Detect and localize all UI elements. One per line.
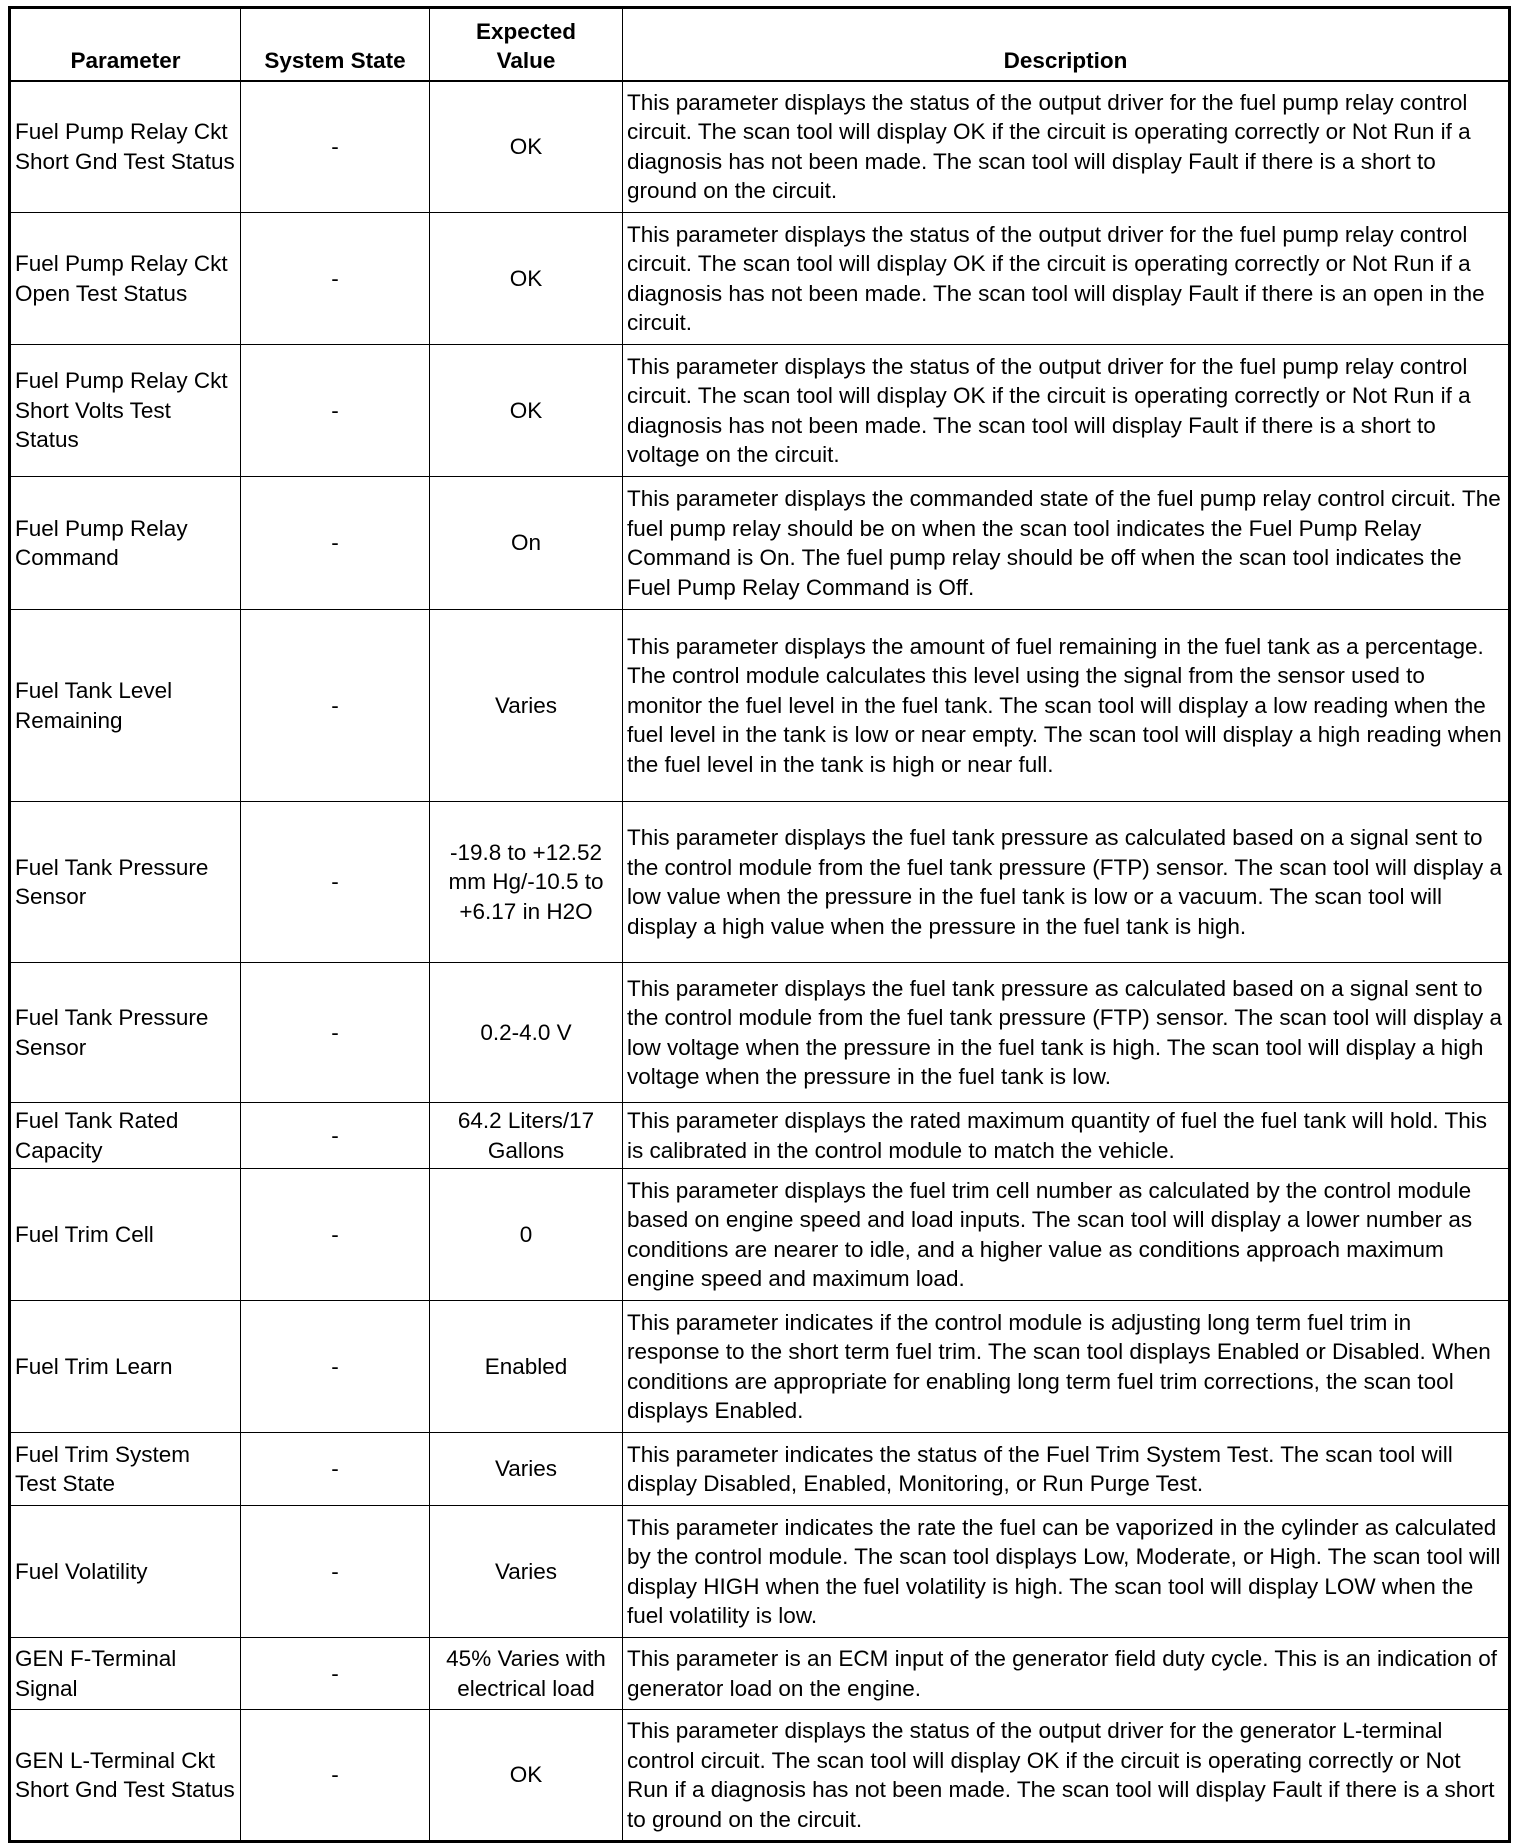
table-row xyxy=(10,477,1510,610)
header-expected-value: Expected Value xyxy=(430,8,623,81)
system-state-cell: - xyxy=(241,345,430,477)
system-state-cell: - xyxy=(241,802,430,963)
parameter-cell: Fuel Tank Pressure Sensor xyxy=(10,802,241,963)
parameter-cell: Fuel Pump Relay Ckt Short Gnd Test Status xyxy=(10,81,241,213)
parameter-cell: Fuel Tank Pressure Sensor xyxy=(10,963,241,1103)
description-cell: This parameter indicates the status of the Fuel Trim System Test. The scan tool will display Disabled, Enabled, Monitoring, or Run Purge Test. xyxy=(623,1433,1510,1506)
parameter-cell: Fuel Tank Rated Capacity xyxy=(10,1103,241,1169)
table-row xyxy=(10,1301,1510,1433)
parameter-cell: Fuel Tank Level Remaining xyxy=(10,610,241,802)
expected-value-cell: 0 xyxy=(430,1169,623,1301)
system-state-cell: - xyxy=(241,1169,430,1301)
description-cell: This parameter displays the status of the output driver for the generator L-terminal control circuit. The scan tool will display OK if the circuit is operating correctly or Not Run if a diagnosis has not been made. The scan tool will display Fault if there is a short to ground on the circuit. xyxy=(623,1710,1510,1842)
header-row xyxy=(10,8,1510,81)
description-cell: This parameter displays the fuel tank pressure as calculated based on a signal sent to the control module from the fuel tank pressure (FTP) sensor. The scan tool will display a low value when the pressure in the fuel tank is low or a vacuum. The scan tool will display a high value when the pressure in the fuel tank is high. xyxy=(623,802,1510,963)
parameter-cell: Fuel Trim Cell xyxy=(10,1169,241,1301)
header-parameter: Parameter xyxy=(10,8,241,81)
table-row xyxy=(10,610,1510,802)
system-state-cell: - xyxy=(241,1301,430,1433)
expected-value-cell: OK xyxy=(430,1710,623,1842)
description-cell: This parameter displays the rated maximum quantity of fuel the fuel tank will hold. This is calibrated in the control module to match the vehicle. xyxy=(623,1103,1510,1169)
parameter-table xyxy=(8,6,1511,1843)
description-cell: This parameter displays the status of the output driver for the fuel pump relay control circuit. The scan tool will display OK if the circuit is operating correctly or Not Run if a diagnosis has not been made. The scan tool will display Fault if there is a short to voltage on the circuit. xyxy=(623,345,1510,477)
description-cell: This parameter displays the fuel trim cell number as calculated by the control module based on engine speed and load inputs. The scan tool will display a lower number as conditions are nearer to idle, and a higher value as conditions approach maximum engine speed and maximum load. xyxy=(623,1169,1510,1301)
system-state-cell: - xyxy=(241,213,430,345)
description-cell: This parameter displays the status of the output driver for the fuel pump relay control circuit. The scan tool will display OK if the circuit is operating correctly or Not Run if a diagnosis has not been made. The scan tool will display Fault if there is a short to ground on the circuit. xyxy=(623,81,1510,213)
parameter-cell: Fuel Trim System Test State xyxy=(10,1433,241,1506)
expected-value-cell: -19.8 to +12.52 mm Hg/-10.5 to +6.17 in H2O xyxy=(430,802,623,963)
system-state-cell: - xyxy=(241,963,430,1103)
expected-value-cell: Varies xyxy=(430,610,623,802)
description-cell: This parameter displays the fuel tank pressure as calculated based on a signal sent to the control module from the fuel tank pressure (FTP) sensor. The scan tool will display a low voltage when the pressure in the fuel tank is high. The scan tool will display a high voltage when the pressure in the fuel tank is low. xyxy=(623,963,1510,1103)
expected-value-cell: 64.2 Liters/17 Gallons xyxy=(430,1103,623,1169)
table-row xyxy=(10,213,1510,345)
parameter-cell: Fuel Pump Relay Ckt Open Test Status xyxy=(10,213,241,345)
description-cell: This parameter displays the status of the output driver for the fuel pump relay control circuit. The scan tool will display OK if the circuit is operating correctly or Not Run if a diagnosis has not been made. The scan tool will display Fault if there is an open in the circuit. xyxy=(623,213,1510,345)
description-cell: This parameter displays the commanded state of the fuel pump relay control circuit. The fuel pump relay should be on when the scan tool indicates the Fuel Pump Relay Command is On. The fuel pump relay should be off when the scan tool indicates the Fuel Pump Relay Command is Off. xyxy=(623,477,1510,610)
header-system-state: System State xyxy=(241,8,430,81)
system-state-cell: - xyxy=(241,1433,430,1506)
system-state-cell: - xyxy=(241,610,430,802)
table-row xyxy=(10,1638,1510,1710)
expected-value-cell: OK xyxy=(430,81,623,213)
system-state-cell: - xyxy=(241,477,430,610)
parameter-cell: GEN L-Terminal Ckt Short Gnd Test Status xyxy=(10,1710,241,1842)
parameter-cell: Fuel Pump Relay Command xyxy=(10,477,241,610)
expected-value-cell: Enabled xyxy=(430,1301,623,1433)
expected-value-cell: Varies xyxy=(430,1433,623,1506)
system-state-cell: - xyxy=(241,1710,430,1842)
parameter-cell: Fuel Volatility xyxy=(10,1506,241,1638)
table-row xyxy=(10,81,1510,213)
description-cell: This parameter is an ECM input of the generator field duty cycle. This is an indication of generator load on the engine. xyxy=(623,1638,1510,1710)
table-row xyxy=(10,963,1510,1103)
system-state-cell: - xyxy=(241,1638,430,1710)
table-row xyxy=(10,1433,1510,1506)
parameter-cell: Fuel Pump Relay Ckt Short Volts Test Status xyxy=(10,345,241,477)
expected-value-cell: 45% Varies with electrical load xyxy=(430,1638,623,1710)
table-row xyxy=(10,802,1510,963)
description-cell: This parameter displays the amount of fuel remaining in the fuel tank as a percentage. The control module calculates this level using the signal from the sensor used to monitor the fuel level in the fuel tank. The scan tool will display a low reading when the fuel level in the tank is low or near empty. The scan tool will display a high reading when the fuel level in the tank is high or near full. xyxy=(623,610,1510,802)
table-row xyxy=(10,345,1510,477)
description-cell: This parameter indicates if the control module is adjusting long term fuel trim in response to the short term fuel trim. The scan tool displays Enabled or Disabled. When conditions are appropriate for enabling long term fuel trim corrections, the scan tool displays Enabled. xyxy=(623,1301,1510,1433)
system-state-cell: - xyxy=(241,1103,430,1169)
expected-value-cell: Varies xyxy=(430,1506,623,1638)
expected-value-cell: On xyxy=(430,477,623,610)
table-row xyxy=(10,1169,1510,1301)
expected-value-cell: 0.2-4.0 V xyxy=(430,963,623,1103)
header-description: Description xyxy=(623,8,1510,81)
parameter-cell: GEN F-Terminal Signal xyxy=(10,1638,241,1710)
description-cell: This parameter indicates the rate the fuel can be vaporized in the cylinder as calculated by the control module. The scan tool displays Low, Moderate, or High. The scan tool will display HIGH when the fuel volatility is high. The scan tool will display LOW when the fuel volatility is low. xyxy=(623,1506,1510,1638)
system-state-cell: - xyxy=(241,81,430,213)
system-state-cell: - xyxy=(241,1506,430,1638)
parameter-cell: Fuel Trim Learn xyxy=(10,1301,241,1433)
expected-value-cell: OK xyxy=(430,345,623,477)
table-row xyxy=(10,1710,1510,1842)
table-row xyxy=(10,1103,1510,1169)
table-row xyxy=(10,1506,1510,1638)
expected-value-cell: OK xyxy=(430,213,623,345)
